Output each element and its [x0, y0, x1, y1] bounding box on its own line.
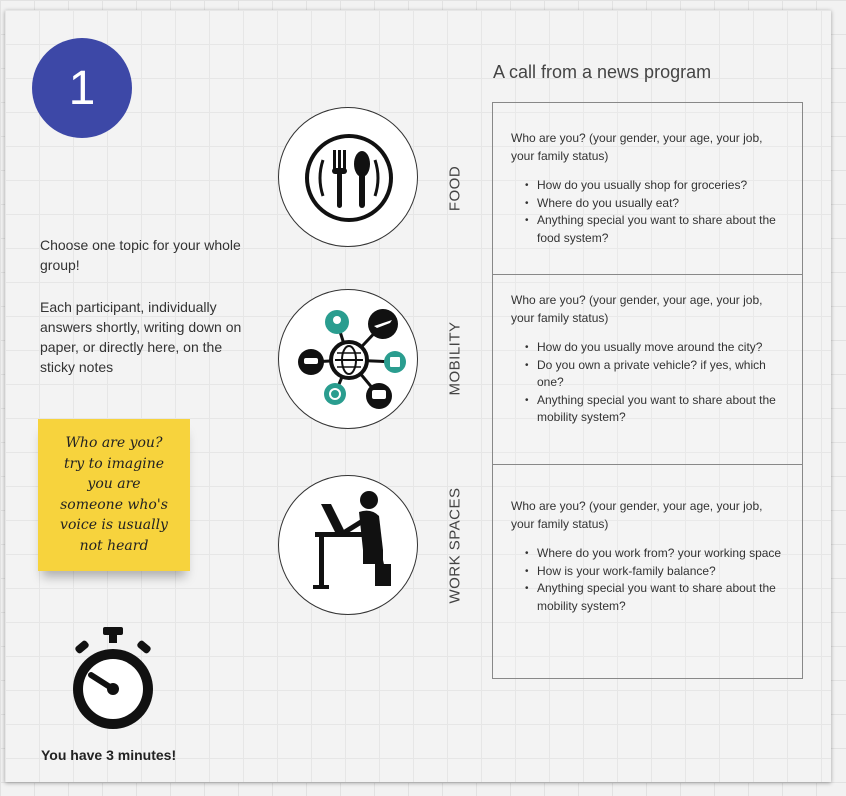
- question-list: [511, 545, 784, 615]
- list-item: • Anything special you want to share about the mobility system?: [537, 580, 784, 615]
- instruction-choose-topic: Choose one topic for your whole group!: [40, 237, 241, 273]
- question-intro: Who are you? (your gender, your age, your job, your family status): [511, 293, 763, 325]
- question-intro: Who are you? (your gender, your age, your job, your family status): [511, 131, 763, 163]
- whiteboard-frame: [5, 10, 831, 782]
- question-table: [492, 102, 803, 679]
- list-item: • Where do you usually eat?: [537, 195, 784, 213]
- topic-label-work-spaces: WORK SPACES: [446, 487, 464, 604]
- sticky-note[interactable]: [38, 419, 190, 571]
- mobility-network-icon: [278, 289, 418, 429]
- list-item: • How do you usually move around the city?: [537, 339, 784, 357]
- list-item: • Anything special you want to share about the food system?: [537, 212, 784, 247]
- instruction-participants: Each participant, individually answers shortly, writing down on paper, or directly here, on the sticky notes: [40, 299, 242, 375]
- panel-title: A call from a news program: [493, 62, 712, 82]
- stopwatch-icon: [65, 627, 161, 742]
- sticky-note-text: Who are you? try to imagine you are someone who's voice is usually not heard: [60, 435, 168, 554]
- step-number-badge: [32, 38, 132, 138]
- question-cell-food: [493, 130, 802, 247]
- list-item: • How is your work-family balance?: [537, 563, 784, 581]
- question-cell-mobility: [493, 274, 802, 464]
- question-list: [511, 177, 784, 247]
- list-item: • Where do you work from? your working space: [537, 545, 784, 563]
- question-cell-work-spaces: [493, 464, 802, 678]
- step-number: 1: [68, 61, 96, 115]
- topic-label-food: FOOD: [446, 165, 464, 212]
- list-item: • Anything special you want to share about the mobility system?: [537, 392, 784, 427]
- list-item: • How do you usually shop for groceries?: [537, 177, 784, 195]
- topic-label-mobility: MOBILITY: [446, 321, 464, 396]
- person-laptop-icon: [278, 475, 418, 615]
- question-intro: Who are you? (your gender, your age, your job, your family status): [511, 499, 763, 531]
- list-item: • Do you own a private vehicle? if yes, which one?: [537, 357, 784, 392]
- timer-label: You have 3 minutes!: [41, 747, 177, 763]
- question-list: [511, 339, 784, 427]
- fork-spoon-icon: [278, 107, 418, 247]
